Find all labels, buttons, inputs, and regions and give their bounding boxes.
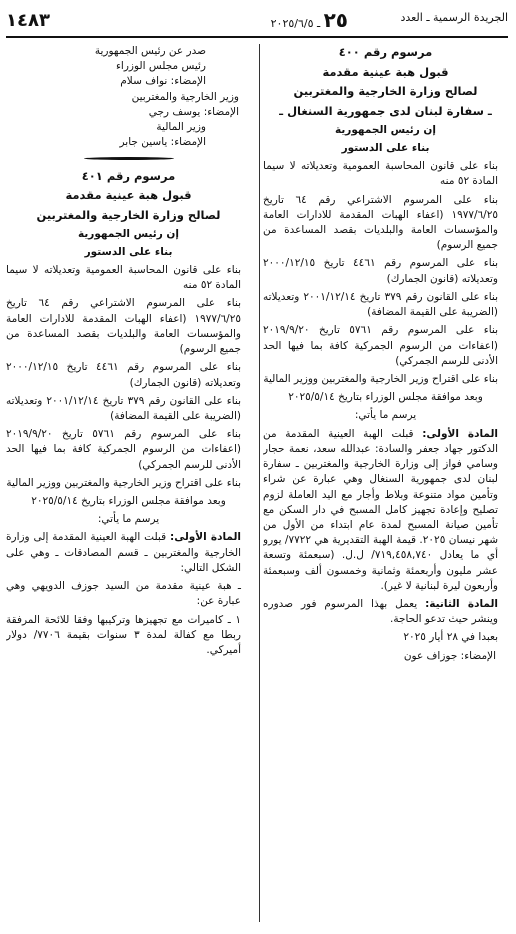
place-date: بعبدا في ٢٨ أيار ٢٠٢٥ xyxy=(403,631,498,644)
gift-line: ـ هبة عينية مقدمة من السيد جوزف الدويهي وهي عبارة عن: xyxy=(6,580,241,608)
president-line: إن رئيس الجمهورية xyxy=(77,227,179,240)
recital: بناء على القانون رقم ٣٧٩ تاريخ ٢٠٠١/١٢/١٤ وتعديلاته (الضريبة على القيمة المضافة) xyxy=(263,290,498,319)
issued-by: صدر عن رئيس الجمهورية xyxy=(94,45,206,57)
recital: بناء على المرسوم الاشتراعي رقم ٦٤ تاريخ ١٩٧٧/٦/٢٥ (اعفاء الهبات المقدمة للادارات العامة والمؤسسات العامة والبلديات بقصد المساعدة من جميع الرسوم) xyxy=(263,193,498,252)
section-separator xyxy=(84,157,174,160)
column-divider xyxy=(259,44,260,922)
decree-401-subject-1: قبول هبة عينية مقدمة xyxy=(65,188,192,203)
recital: بناء على المرسوم رقم ٥٧٦١ تاريخ ٢٠١٩/٩/٢٠ (اعفاءات من الرسوم الجمركية كافة بما فيها الحد الأدنى للرسم الجمركي) xyxy=(6,428,241,471)
article-2-label: المادة الثانية: xyxy=(425,598,498,611)
issue-date: ـ ٢٠٢٥/٦/٥ xyxy=(270,17,321,30)
constitution-line: بناء على الدستور xyxy=(84,245,173,258)
issue-number: ٢٥ xyxy=(323,8,348,32)
left-column xyxy=(6,44,251,928)
recital: بناء على اقتراح وزير الخارجية والمغتربين ووزير المالية xyxy=(6,476,241,489)
article-2-text: يعمل بهذا المرسوم فور صدوره وينشر حيث تدعو الحاجة. xyxy=(263,598,498,626)
article-1-label: المادة الأولى: xyxy=(422,427,498,440)
decree-400-subject-1: قبول هبة عينية مقدمة xyxy=(322,64,449,79)
gift-item-1: ١ ـ كاميرات مع تجهيزها وتركيبها وفقا للائحة المرفقة ربطا مع كفالة لمدة ٣ سنوات بقيمة ٧٧٠٦/ دولار أميركي. xyxy=(6,613,241,657)
decrees-line: يرسم ما يأتي: xyxy=(97,513,160,526)
recital: بناء على المرسوم الاشتراعي رقم ٦٤ تاريخ ١٩٧٧/٦/٢٥ (اعفاء الهبات المقدمة للادارات العامة والمؤسسات العامة والبلديات بقصد المساعدة من جميع الرسوم) xyxy=(6,297,241,356)
page-number: ١٤٨٣ xyxy=(6,10,50,31)
pm-signature: الإمضاء: نواف سلام xyxy=(120,75,206,88)
constitution-line: بناء على الدستور xyxy=(341,141,430,154)
recital: بناء على المرسوم رقم ٥٧٦١ تاريخ ٢٠١٩/٩/٢٠ (اعفاءات من الرسوم الجمركية كافة بما فيها الحد الأدنى للرسم الجمركي) xyxy=(263,324,498,367)
gazette-title: الجريدة الرسمية ـ العدد xyxy=(400,11,508,24)
decree-400-title: مرسوم رقم ٤٠٠ xyxy=(338,45,433,59)
decrees-line: يرسم ما يأتي: xyxy=(354,409,417,422)
decree-400-subject-3: ـ سفارة لبنان لدى جمهورية السنغال ـ xyxy=(279,104,492,119)
recital: بناء على المرسوم رقم ٤٤٦١ تاريخ ٢٠٠٠/١٢/١٥ وتعديلاته (قانون الجمارك) xyxy=(6,361,241,389)
pm-title: رئيس مجلس الوزراء xyxy=(115,60,206,73)
president-line: إن رئيس الجمهورية xyxy=(334,123,436,136)
finance-title: وزير المالية xyxy=(156,121,206,134)
finance-signature: الإمضاء: ياسين جابر xyxy=(119,136,206,149)
council-approval: وبعد موافقة مجلس الوزراء بتاريخ ٢٠٢٥/٥/١٤ xyxy=(288,391,483,404)
decree-401-subject-2: لصالح وزارة الخارجية والمغتربين xyxy=(36,207,221,222)
article-1-label: المادة الأولى: xyxy=(170,531,241,544)
page-header xyxy=(6,6,508,34)
recital: بناء على المرسوم رقم ٤٤٦١ تاريخ ٢٠٠٠/١٢/١٥ وتعديلاته (قانون الجمارك) xyxy=(263,257,498,285)
article-1 xyxy=(6,530,251,576)
decree-400-subject-2: لصالح وزارة الخارجية والمغتربين xyxy=(293,84,478,99)
article-2 xyxy=(263,597,508,627)
recital: بناء على قانون المحاسبة العمومية وتعديلاته لا سيما المادة ٥٢ منه xyxy=(6,263,241,292)
right-column xyxy=(263,44,508,928)
president-signature: الإمضاء: جوزاف عون xyxy=(403,649,496,662)
issue-info xyxy=(271,6,348,35)
fm-signature: الإمضاء: يوسف رجي xyxy=(148,105,239,118)
recital: بناء على اقتراح وزير الخارجية والمغتربين ووزير المالية xyxy=(263,372,498,385)
article-1-text: قبلت الهبة العينية المقدمة إلى وزارة الخارجية والمغتربين ـ قسم المصادقات ـ وهي على الشكل التالي: xyxy=(6,531,241,574)
article-1 xyxy=(263,427,508,594)
recital: بناء على قانون المحاسبة العمومية وتعديلاته لا سيما المادة ٥٢ منه xyxy=(263,160,498,188)
article-1-text: قبلت الهبة العينية المقدمة من الدكتور جهاد جعفر والسادة: عبدالله سعد، نعمة حجار وسامي فواز إلى وزارة الخارجية والمغتربين ـ سفارة لبنان لدى جمهورية السنغال وهي عبارة عن شراء وتأمين مواد متنوعة وبلاط وأجار مع اليد العاملة لزوم تصليح وإعادة تجهيز كامل المسبح في دار السكن مع تأمين صيانة المسبح لمدة عام ابتداء من الأول من شهر نيسان ٢٠٢٥. قيمة الهبة التقديرية هي ٧٧٢٢/ يورو أي ما يعادل ٧١٩,٤٥٨,٧٤٠/ ل.ل. (سبعمئة وتسعة عشر مليون وأربعمئة وثمانية وخمسون ألف وسبعمئة وأربعون ليرة لبنانية لا غير). xyxy=(263,427,498,592)
header-rule xyxy=(6,36,508,38)
fm-title: وزير الخارجية والمغتربين xyxy=(131,90,239,103)
decree-401-title: مرسوم رقم ٤٠١ xyxy=(81,168,176,183)
council-approval: وبعد موافقة مجلس الوزراء بتاريخ ٢٠٢٥/٥/١٤ xyxy=(31,495,226,508)
recital: بناء على القانون رقم ٣٧٩ تاريخ ٢٠٠١/١٢/١٤ وتعديلاته (الضريبة على القيمة المضافة) xyxy=(6,394,241,422)
